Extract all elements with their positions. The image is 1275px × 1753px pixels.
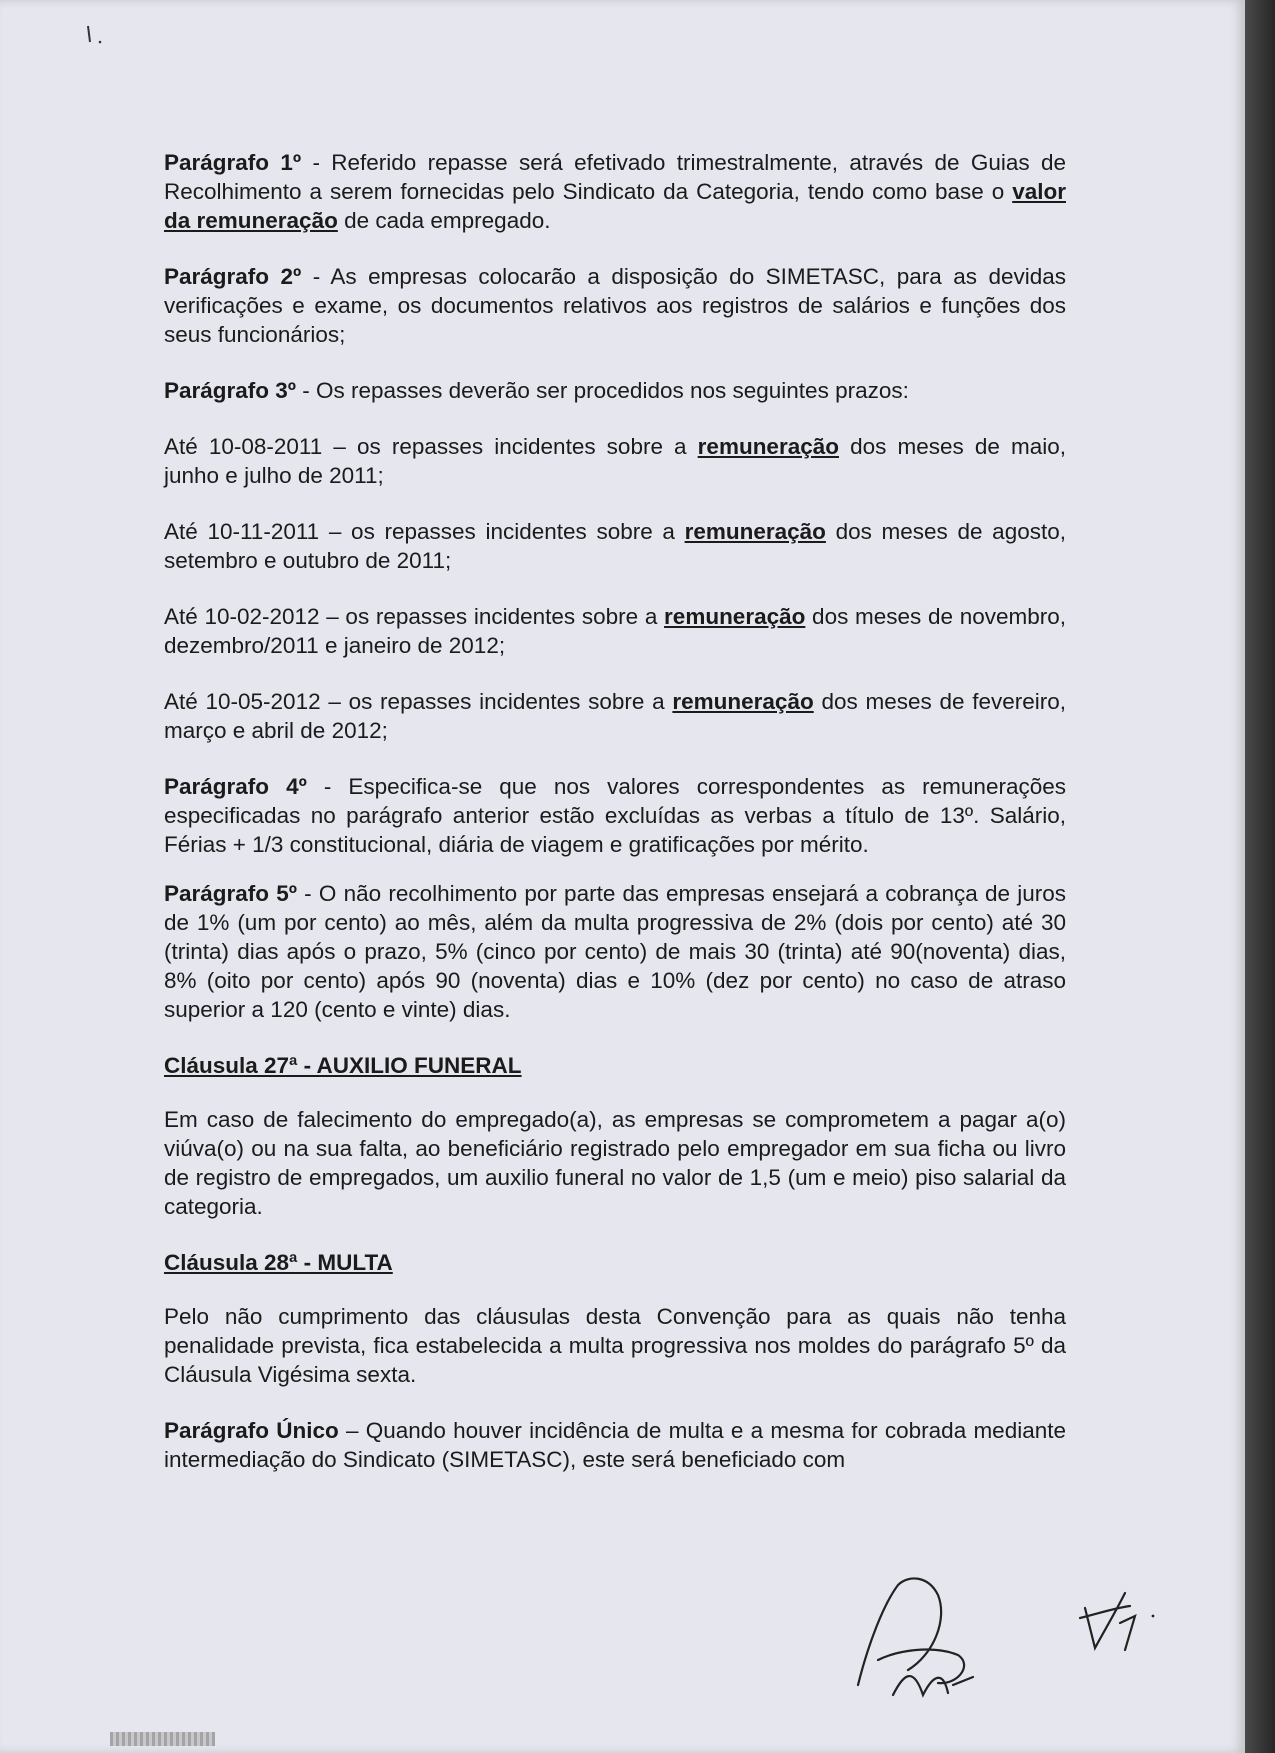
paragraph-2-lead: Parágrafo 2º: [164, 264, 302, 289]
deadline-1-emphasis: remuneração: [697, 434, 839, 459]
paragraph-5-text: - O não recolhimento por parte das empresas ensejará a cobrança de juros de 1% (um por cento) ao mês, além da multa progressiva de 2% (dois por cento) até 30 (trinta) dias após o prazo, 5% (cinco por cento) de mais 30 (trinta) até 90(noventa) dias, 8% (oito por cento) após 90 (noventa) dias e 10% (dez por cento) no caso de atraso superior a 120 (cento e vinte) dias.: [164, 881, 1066, 1022]
deadline-4: [164, 687, 1066, 745]
paragraph-3-lead: Parágrafo 3º: [164, 378, 297, 403]
paragraph-3: [164, 376, 1066, 405]
paragraph-unique-text: – Quando houver incidência de multa e a mesma for cobrada mediante intermediação do Sindicato (SIMETASC), este será beneficiado com: [164, 1418, 1066, 1472]
deadline-1: [164, 432, 1066, 490]
paragraph-5: [164, 879, 1066, 1024]
paragraph-1-text-a: - Referido repasse será efetivado trimestralmente, através de Guias de Recolhimento a serem fornecidas pelo Sindicato da Categoria, tendo como base o: [164, 150, 1066, 204]
deadline-2: [164, 517, 1066, 575]
paragraph-1: [164, 148, 1066, 235]
handwritten-initials: [1075, 1578, 1165, 1658]
paragraph-1-emphasis: valor da remuneração: [164, 179, 1066, 233]
deadline-2-text-b: dos meses de agosto, setembro e outubro de 2011;: [164, 519, 1066, 573]
scan-smudge: [110, 1732, 215, 1746]
paragraph-1-lead: Parágrafo 1º: [164, 150, 302, 175]
paragraph-unique-lead: Parágrafo Único: [164, 1418, 339, 1443]
scan-mark: [82, 22, 112, 52]
paragraph-4-lead: Parágrafo 4º: [164, 774, 307, 799]
deadline-3: [164, 602, 1066, 660]
paragraph-3-text: - Os repasses deverão ser procedidos nos seguintes prazos:: [296, 378, 909, 403]
paragraph-4-text: - Especifica-se que nos valores correspondentes as remunerações especificadas no parágrafo anterior estão excluídas as verbas a título de 13º. Salário, Férias + 1/3 constitucional, diária de viagem e gratificações por mérito.: [164, 774, 1066, 857]
deadline-1-text-b: dos meses de maio, junho e julho de 2011;: [164, 434, 1066, 488]
clause-28-text: Pelo não cumprimento das cláusulas desta Convenção para as quais não tenha penalidade prevista, fica estabelecida a multa progressiva nos moldes do parágrafo 5º da Cláusula Vigésima sexta.: [164, 1304, 1066, 1387]
deadline-3-text-b: dos meses de novembro, dezembro/2011 e janeiro de 2012;: [164, 604, 1066, 658]
handwritten-signature: [838, 1565, 993, 1710]
paragraph-2: [164, 262, 1066, 349]
deadline-2-text-a: Até 10-11-2011 – os repasses incidentes sobre a: [164, 519, 685, 544]
clause-28-heading: Cláusula 28ª - MULTA: [164, 1250, 393, 1275]
paragraph-unique: [164, 1416, 1066, 1474]
clause-27-heading: Cláusula 27ª - AUXILIO FUNERAL: [164, 1053, 522, 1078]
scanner-edge: [1245, 0, 1275, 1753]
deadline-4-emphasis: remuneração: [672, 689, 814, 714]
paragraph-5-lead: Parágrafo 5º: [164, 881, 297, 906]
clause-27-text: Em caso de falecimento do empregado(a), as empresas se comprometem a pagar a(o) viúva(o) ou na sua falta, ao beneficiário registrado pelo empregador em sua ficha ou livro de registro de empregados, um auxilio funeral no valor de 1,5 (um e meio) piso salarial da categoria.: [164, 1107, 1066, 1219]
deadline-1-text-a: Até 10-08-2011 – os repasses incidentes sobre a: [164, 434, 698, 459]
deadline-3-text-a: Até 10-02-2012 – os repasses incidentes sobre a: [164, 604, 665, 629]
deadline-4-text-a: Até 10-05-2012 – os repasses incidentes sobre a: [164, 689, 673, 714]
deadline-2-emphasis: remuneração: [684, 519, 826, 544]
paragraph-1-text-b: de cada empregado.: [337, 208, 551, 233]
paragraph-4: [164, 772, 1066, 859]
deadline-3-emphasis: remuneração: [664, 604, 806, 629]
deadline-4-text-b: dos meses de fevereiro, março e abril de 2012;: [164, 689, 1066, 743]
document-body: [164, 148, 1066, 1501]
paragraph-2-text: - As empresas colocarão a disposição do SIMETASC, para as devidas verificações e exame, os documentos relativos aos registros de salários e funções dos seus funcionários;: [164, 264, 1067, 347]
